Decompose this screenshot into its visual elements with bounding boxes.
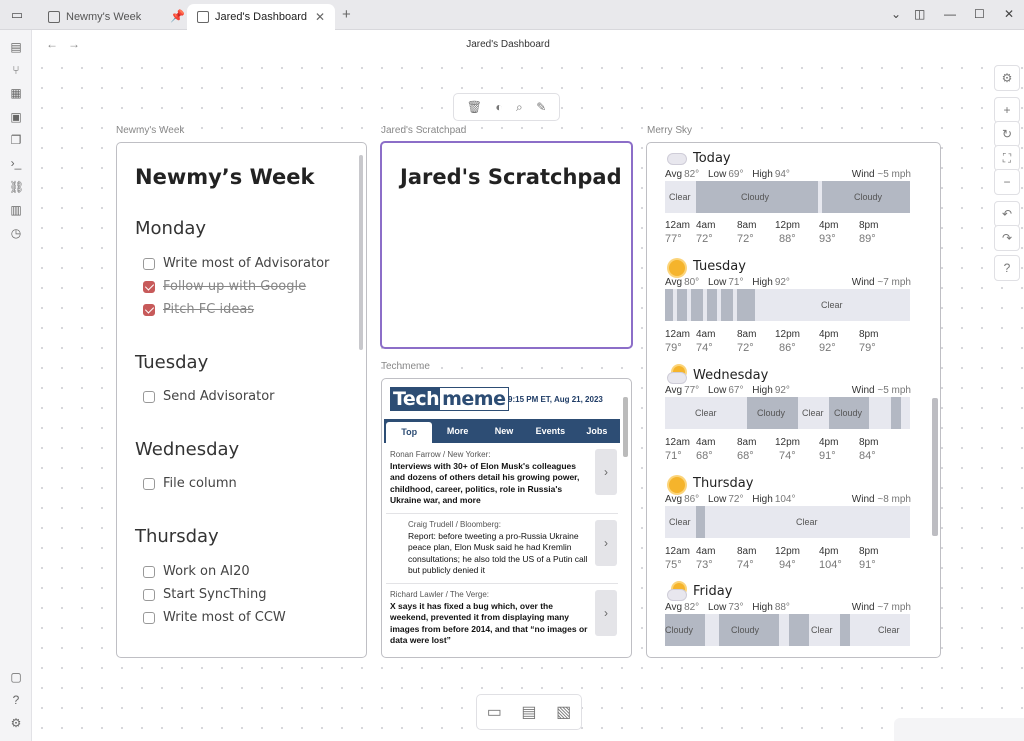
day-heading: Monday <box>135 218 207 239</box>
redo-icon[interactable]: ↷ <box>994 225 1020 251</box>
status-bar <box>894 718 1024 741</box>
clock-icon[interactable]: ◷ <box>10 226 22 240</box>
chevron-right-icon[interactable]: › <box>595 449 617 495</box>
condition-label: Clear <box>821 300 843 310</box>
cloud-icon <box>667 153 687 165</box>
checkbox[interactable] <box>143 566 155 578</box>
fit-to-screen-icon[interactable]: ⛶ <box>994 145 1020 171</box>
forecast-stats: Avg 77° Low 67° High 92° <box>665 385 790 396</box>
canvas-grid-icon[interactable]: ▦ <box>10 86 22 100</box>
tab-label: Newmy's Week <box>66 11 142 23</box>
divider <box>386 513 618 514</box>
help-icon[interactable]: ? <box>994 255 1020 281</box>
new-tab-icon[interactable]: + <box>342 6 351 23</box>
edit-icon[interactable]: ✎ <box>536 100 547 114</box>
document-icon <box>48 11 60 23</box>
condition-bar <box>665 181 910 213</box>
divider <box>386 583 618 584</box>
forecast-day: Wednesday <box>693 368 769 383</box>
forecast-wind: Wind ~5 mph <box>851 169 911 180</box>
cloudy-segment <box>721 289 733 321</box>
pin-icon[interactable]: 📌 <box>170 9 185 23</box>
card-label: Jared's Scratchpad <box>381 125 467 136</box>
condition-label: Clear <box>695 408 717 418</box>
forecast-stats: Avg 82° Low 69° High 94° <box>665 169 790 180</box>
left-ribbon <box>0 30 32 741</box>
view-header <box>32 30 1024 58</box>
condition-label: Clear <box>669 192 691 202</box>
undo-icon[interactable]: ↶ <box>994 201 1020 227</box>
news-source[interactable]: Richard Lawler / The Verge: <box>390 590 490 599</box>
tab-label: Jared's Dashboard <box>215 11 307 23</box>
forecast-day: Thursday <box>693 476 754 491</box>
newmys-week-card[interactable] <box>116 142 367 658</box>
add-card-icon[interactable]: ▭ <box>486 704 502 721</box>
sidebar-toggle-icon[interactable]: ▭ <box>10 7 24 22</box>
zoom-out-icon[interactable]: − <box>994 169 1020 195</box>
condition-label: Cloudy <box>741 192 770 202</box>
merry-sky-card[interactable]: Today Avg 82° Low 69° High 94° Wind ~5 mph Clear Cloudy Cloudy 12am 4am 8am 12pm 4pm 8pm 77° 72° 72° 88° 93° 89° Tuesday Avg 80° Low 71° High 92° Wind ~7 mph Clear 12am 4am 8am 12pm 4pm 8pm 79° 74° 72° 86° 92° 79° Wednesday Avg 77° Low 67° High 92° Wind ~5 mph Clear Cloudy Clear Cloudy 12am 4am 8am 12pm 4pm 8pm 71° 68° 68° 74° 91° 84° Thursday Avg 86° Low 72° High 104° Wind ~8 mph Clear Clear 12am 4am 8am 12pm 4pm 8pm 75° 73° 74° 94° 104° 91° Friday Avg 82° Low 73° High 88° Wind ~7 mph Cloudy Cloudy Clear Clear <box>646 142 941 658</box>
tab-events[interactable]: Events <box>535 426 566 436</box>
news-headline[interactable]: X says it has fixed a bug which, over the weekend, prevented it from displaying many images from before 2014, and that “no images or data were lost” <box>390 600 588 645</box>
condition-label: Cloudy <box>731 625 760 635</box>
day-heading: Wednesday <box>135 439 240 460</box>
partly-cloudy-icon <box>667 368 687 384</box>
graph-icon[interactable]: ⑂ <box>12 63 20 77</box>
news-source[interactable]: Craig Trudell / Bloomberg: <box>408 520 501 529</box>
note-title: Newmy’s Week <box>135 165 315 189</box>
news-item[interactable] <box>390 449 590 507</box>
vault-icon[interactable]: ▢ <box>10 670 22 684</box>
checkbox[interactable] <box>143 258 155 270</box>
condition-label: Cloudy <box>757 408 786 418</box>
forecast-stats: Avg 82° Low 73° High 88° <box>665 602 790 613</box>
cloudy-segment <box>707 289 717 321</box>
sun-icon <box>669 260 685 276</box>
task-item[interactable]: Write most of CCW <box>143 610 286 625</box>
condition-label: Cloudy <box>834 408 863 418</box>
task-item[interactable]: File column <box>143 476 237 491</box>
tab-jareds-dashboard[interactable] <box>187 4 335 30</box>
settings-icon[interactable]: ⚙ <box>10 716 22 730</box>
sun-icon <box>669 477 685 493</box>
forecast-wind: Wind ~5 mph <box>851 385 911 396</box>
condition-label: Cloudy <box>854 192 883 202</box>
checkbox[interactable] <box>143 391 155 403</box>
settings-icon[interactable]: ⚙ <box>994 65 1020 91</box>
trash-icon[interactable]: 🗑 <box>466 100 482 114</box>
window-close-icon[interactable]: ✕ <box>1004 7 1015 21</box>
forecast-wind: Wind ~8 mph <box>851 494 911 505</box>
checkbox[interactable] <box>143 478 155 490</box>
partly-cloudy-icon <box>667 585 687 601</box>
techmeme-nav <box>384 419 620 443</box>
card-label: Techmeme <box>381 361 430 372</box>
title-bar <box>0 0 1024 30</box>
card-label: Newmy's Week <box>116 125 185 136</box>
checkbox[interactable] <box>143 589 155 601</box>
back-arrow-icon[interactable]: ← <box>46 37 58 51</box>
condition-bar <box>665 506 910 538</box>
forecast-stats: Avg 86° Low 72° High 104° <box>665 494 796 505</box>
forecast-day: Tuesday <box>693 259 746 274</box>
cloudy-segment <box>665 289 673 321</box>
condition-label: Clear <box>802 408 824 418</box>
condition-bar <box>665 614 910 646</box>
forecast-wind: Wind ~7 mph <box>851 277 911 288</box>
condition-label: Clear <box>796 517 818 527</box>
canvas-add-toolbar <box>476 694 582 730</box>
copy-icon[interactable]: ❐ <box>10 133 22 147</box>
condition-label: Clear <box>811 625 833 635</box>
news-headline[interactable]: Interviews with 30+ of Elon Musk's colleagues and dozens of others detail his growing power, childhood, career, politics, role in Russia's Ukraine war, and more <box>390 460 580 505</box>
help-icon[interactable]: ? <box>12 693 20 707</box>
task-item[interactable]: Write most of Advisorator <box>143 256 329 271</box>
day-heading: Tuesday <box>135 352 209 373</box>
condition-bar <box>665 397 910 429</box>
condition-label: Clear <box>669 517 691 527</box>
news-item[interactable] <box>408 519 592 577</box>
cloudy-segment <box>737 289 755 321</box>
news-headline[interactable]: Report: before tweeting a pro-Russia Ukraine peace plan, Elon Musk said he had Kremlin consultations; he also told the US of a Putin call but publicly denied it <box>408 530 588 575</box>
zoom-in-icon[interactable]: + <box>994 97 1020 123</box>
checkbox[interactable] <box>143 612 155 624</box>
task-item[interactable]: Follow up with Google <box>143 279 306 294</box>
link-icon[interactable]: ⛓ <box>9 180 25 194</box>
condition-label: Cloudy <box>665 625 694 635</box>
cloudy-segment <box>789 614 809 646</box>
view-title: Jared's Dashboard <box>466 39 550 50</box>
techmeme-card[interactable] <box>381 378 632 658</box>
terminal-icon[interactable]: ›_ <box>10 156 22 170</box>
cloudy-segment <box>691 289 703 321</box>
checkbox[interactable] <box>143 281 155 293</box>
calendar-icon[interactable]: ▣ <box>10 110 22 124</box>
scratchpad-card[interactable] <box>380 141 633 349</box>
condition-label: Clear <box>878 625 900 635</box>
zoom-to-selection-icon[interactable]: ⌕ <box>516 99 523 114</box>
task-item[interactable]: Pitch FC ideas <box>143 302 254 317</box>
forecast-wind: Wind ~7 mph <box>851 602 911 613</box>
chevron-right-icon[interactable]: › <box>595 590 617 636</box>
minimize-icon[interactable]: — <box>944 7 956 21</box>
add-media-icon[interactable]: ▧ <box>556 704 572 721</box>
condition-bar <box>665 289 910 321</box>
task-item[interactable]: Start SyncThing <box>143 587 267 602</box>
maximize-icon[interactable]: ☐ <box>974 7 985 21</box>
card-toolbar <box>453 93 560 121</box>
card-label: Merry Sky <box>647 125 692 136</box>
forecast-day: Today <box>693 151 731 166</box>
scrollbar[interactable] <box>623 397 628 457</box>
chevron-down-icon[interactable]: ⌄ <box>891 7 902 21</box>
forecast-stats: Avg 80° Low 71° High 92° <box>665 277 790 288</box>
task-item[interactable]: Send Advisorator <box>143 389 275 404</box>
note-title: Jared's Scratchpad <box>400 165 622 189</box>
tab-more[interactable]: More <box>446 426 469 436</box>
tab-newmys-week[interactable] <box>38 4 188 30</box>
palette-icon[interactable]: ◐ <box>495 100 503 114</box>
tab-new[interactable]: New <box>494 426 514 436</box>
forward-arrow-icon[interactable]: → <box>68 37 80 51</box>
files-icon[interactable]: ▤ <box>10 40 22 54</box>
techmeme-date: 9:15 PM ET, Aug 21, 2023 <box>508 395 603 404</box>
scrollbar[interactable] <box>932 398 938 536</box>
news-item[interactable] <box>390 589 590 647</box>
canvas-icon <box>197 11 209 23</box>
close-icon[interactable]: ✕ <box>314 10 325 24</box>
news-source[interactable]: Ronan Farrow / New Yorker: <box>390 450 491 459</box>
tab-top[interactable]: Top <box>386 422 432 443</box>
forecast-day: Friday <box>693 584 733 599</box>
cloudy-segment <box>696 506 705 538</box>
cloudy-segment <box>891 397 901 429</box>
cloudy-segment <box>677 289 687 321</box>
table-icon[interactable]: ▥ <box>10 203 22 217</box>
checkbox[interactable] <box>143 304 155 316</box>
scrollbar[interactable] <box>359 155 363 350</box>
sidebar-right-icon[interactable]: ◫ <box>914 7 926 21</box>
techmeme-logo[interactable]: Tech meme <box>390 387 494 411</box>
task-item[interactable]: Work on AI20 <box>143 564 250 579</box>
reset-zoom-icon[interactable]: ↻ <box>994 121 1020 147</box>
cloudy-segment <box>840 614 850 646</box>
chevron-right-icon[interactable]: › <box>595 520 617 566</box>
add-note-icon[interactable]: ▤ <box>521 704 537 721</box>
tab-jobs[interactable]: Jobs <box>586 426 608 436</box>
day-heading: Thursday <box>135 526 219 547</box>
